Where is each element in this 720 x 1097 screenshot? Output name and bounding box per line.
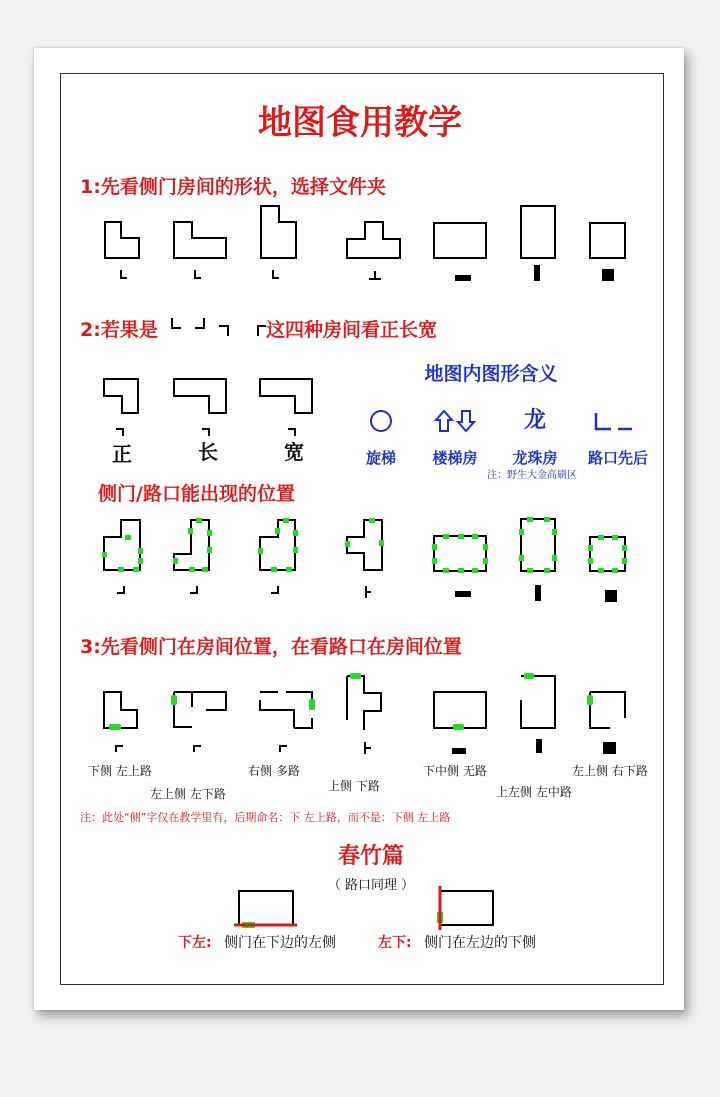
door-dot xyxy=(345,541,350,547)
door-dot xyxy=(432,558,437,564)
door-dot xyxy=(544,568,550,573)
door-dot xyxy=(293,530,298,536)
legend-heading: 地图内图形含义 xyxy=(424,363,558,385)
s3-room-5 xyxy=(434,692,486,728)
door-dot xyxy=(202,567,208,572)
glyph-corner-1 xyxy=(121,270,127,278)
room-shape-l-wide xyxy=(174,222,226,258)
room-shape-chang xyxy=(174,379,226,413)
door-dot xyxy=(138,548,143,554)
door-dot xyxy=(472,534,478,539)
door-dot xyxy=(189,567,195,572)
door-dot xyxy=(622,545,627,551)
room-shape-rect-wide xyxy=(434,223,486,258)
door-dot xyxy=(443,534,449,539)
corner-marks-icon xyxy=(596,413,632,429)
door-dot xyxy=(519,555,524,561)
door-dot xyxy=(612,568,618,573)
step3-label-1: 下侧 左上路 xyxy=(88,764,152,778)
door-marker xyxy=(524,673,534,679)
step3-label-7: 左上侧 右下路 xyxy=(572,764,648,778)
s3-square xyxy=(603,742,616,754)
heading-glyph-4 xyxy=(258,326,266,336)
s3-room-3 xyxy=(260,692,312,728)
step3-label-2: 左上侧 左下路 xyxy=(150,787,226,801)
pos-room-l-tall-2 xyxy=(260,520,295,570)
heading-glyph-3 xyxy=(219,326,228,336)
room-shape-rect-tall xyxy=(521,206,555,258)
label-zheng: 正 xyxy=(112,442,132,466)
door-marker xyxy=(109,724,121,730)
label-kuan: 宽 xyxy=(284,440,304,464)
glyph-bar-v-1 xyxy=(534,265,540,281)
s3-bar-v xyxy=(536,739,542,753)
door-dot xyxy=(472,568,478,573)
door-dot xyxy=(173,558,178,564)
door-dot xyxy=(588,558,593,564)
step3-heading: 3:先看侧门在房间位置，在看路口在房间位置 xyxy=(80,636,462,658)
door-marker xyxy=(587,695,593,705)
s3-bar-h xyxy=(452,748,466,754)
door-dot xyxy=(207,547,212,553)
door-dot xyxy=(286,567,292,572)
door-dot xyxy=(258,548,263,554)
page-title: 地图食用教学 xyxy=(258,103,462,143)
heading-glyph-2 xyxy=(195,318,204,328)
glyph-corner-chang xyxy=(202,429,209,436)
room-shape-t xyxy=(347,222,400,258)
door-dot xyxy=(622,558,627,564)
door-dot xyxy=(443,568,449,573)
chunzhu-room-2 xyxy=(440,891,493,925)
pos-room-l-small xyxy=(104,520,140,570)
glyph-corner-kuan xyxy=(288,429,295,436)
door-dot xyxy=(552,555,557,561)
step2-heading-prefix: 2:若果是 xyxy=(80,319,158,341)
s3-room-4 xyxy=(347,676,381,730)
door-dot xyxy=(207,530,212,536)
glyph-square-1 xyxy=(602,269,614,281)
door-dot xyxy=(483,558,488,564)
s3-room-7 xyxy=(590,692,625,728)
door-dot xyxy=(598,535,604,540)
legend-label-dragonball: 龙珠房 xyxy=(512,449,558,467)
door-dot xyxy=(138,558,143,564)
up-arrow-icon xyxy=(436,411,452,431)
s3-glyph-2 xyxy=(194,746,201,752)
door-dot xyxy=(458,568,464,573)
step1-heading: 1:先看侧门房间的形状，选择文件夹 xyxy=(80,176,386,198)
s3-room-1 xyxy=(104,692,137,728)
door-dot xyxy=(379,540,384,546)
step2-heading-suffix: 这四种房间看正长宽 xyxy=(266,319,438,341)
door-dot xyxy=(527,568,533,573)
pos-square xyxy=(605,590,617,602)
step3-label-6: 上左侧 左中路 xyxy=(496,785,572,799)
circle-icon xyxy=(371,411,391,431)
room-shape-zheng xyxy=(104,379,138,413)
down-arrow-icon xyxy=(458,411,474,431)
door-dot xyxy=(293,547,298,553)
glyph-corner-zheng xyxy=(116,429,123,436)
pos-glyph-2 xyxy=(190,586,197,593)
door-dot xyxy=(275,528,280,534)
s3-room-2 xyxy=(174,692,226,727)
door-dot xyxy=(588,545,593,551)
door-dot xyxy=(125,535,131,540)
chunzhu-heading: 春竹篇 xyxy=(337,844,405,869)
door-dot xyxy=(118,567,124,572)
room-shape-l-small xyxy=(105,222,139,258)
chunzhu-room-1 xyxy=(239,891,293,925)
door-dot xyxy=(552,529,557,535)
room-shape-l-tall xyxy=(261,206,296,258)
pos-glyph-3 xyxy=(271,586,278,593)
legend-label-crossroad: 路口先后 xyxy=(587,449,649,467)
door-dot xyxy=(271,567,277,572)
door-dot xyxy=(458,534,464,539)
door-dot xyxy=(598,568,604,573)
label-chang: 长 xyxy=(198,440,218,464)
door-dot xyxy=(544,517,550,522)
s3-glyph-4 xyxy=(365,742,371,754)
chunzhu-subheading: （ 路口同理 ） xyxy=(327,878,415,893)
pos-room-square xyxy=(590,537,625,571)
pos-glyph-4 xyxy=(366,586,371,598)
door-dot xyxy=(527,517,533,522)
legend-label-spiral: 旋梯 xyxy=(365,449,397,467)
glyph-corner-2 xyxy=(195,270,201,278)
pos-bar-v xyxy=(535,585,541,601)
example2-desc: 侧门在左边的下侧 xyxy=(424,935,536,951)
glyph-bar-h-1 xyxy=(455,275,471,281)
pos-room-rect-wide xyxy=(434,536,486,571)
door-dot xyxy=(612,535,618,540)
door-dot xyxy=(188,528,193,534)
door-marker xyxy=(453,724,464,730)
pos-room-t-vertical xyxy=(347,520,382,570)
heading-glyph-1 xyxy=(172,318,181,328)
dragon-glyph: 龙 xyxy=(523,408,547,433)
s3-room-6 xyxy=(521,676,555,728)
step3-label-4: 上侧 下路 xyxy=(328,779,380,793)
door-marker xyxy=(171,695,177,705)
door-dot xyxy=(283,518,289,523)
legend-note: 注：野生大金高刷区 xyxy=(487,470,577,481)
door-dot xyxy=(483,544,488,550)
door-dot xyxy=(133,567,139,572)
pos-glyph-1 xyxy=(117,586,124,593)
room-shape-square xyxy=(590,223,625,258)
room-shape-kuan xyxy=(260,379,312,413)
step3-note: 注：此处“侧”字仅在教学里有，后期命名：下 左上路，而不是：下侧 左上路 xyxy=(80,811,451,824)
door-dot xyxy=(369,518,375,523)
s3-glyph-1 xyxy=(116,746,123,752)
example2-key: 左下: xyxy=(378,935,412,951)
step3-label-5: 下中侧 无路 xyxy=(423,764,487,778)
s3-glyph-3 xyxy=(280,746,287,752)
glyph-t-bottom xyxy=(369,271,381,279)
pos-bar-h xyxy=(455,591,471,597)
door-dot xyxy=(196,518,202,523)
door-marker xyxy=(309,699,315,710)
legend-label-stairs: 楼梯房 xyxy=(432,449,478,467)
pos-room-l-tall xyxy=(174,520,209,570)
door-dot xyxy=(102,552,107,557)
glyph-corner-3 xyxy=(273,270,279,278)
pos-room-rect-tall xyxy=(521,519,555,571)
example1-desc: 侧门在下边的左侧 xyxy=(224,935,336,951)
door-dot xyxy=(432,544,437,550)
example1-key: 下左: xyxy=(178,935,212,951)
step3-label-3: 右侧 多路 xyxy=(248,764,300,778)
positions-heading: 侧门/路口能出现的位置 xyxy=(98,483,295,505)
door-dot xyxy=(519,529,524,535)
door-marker xyxy=(350,673,361,679)
